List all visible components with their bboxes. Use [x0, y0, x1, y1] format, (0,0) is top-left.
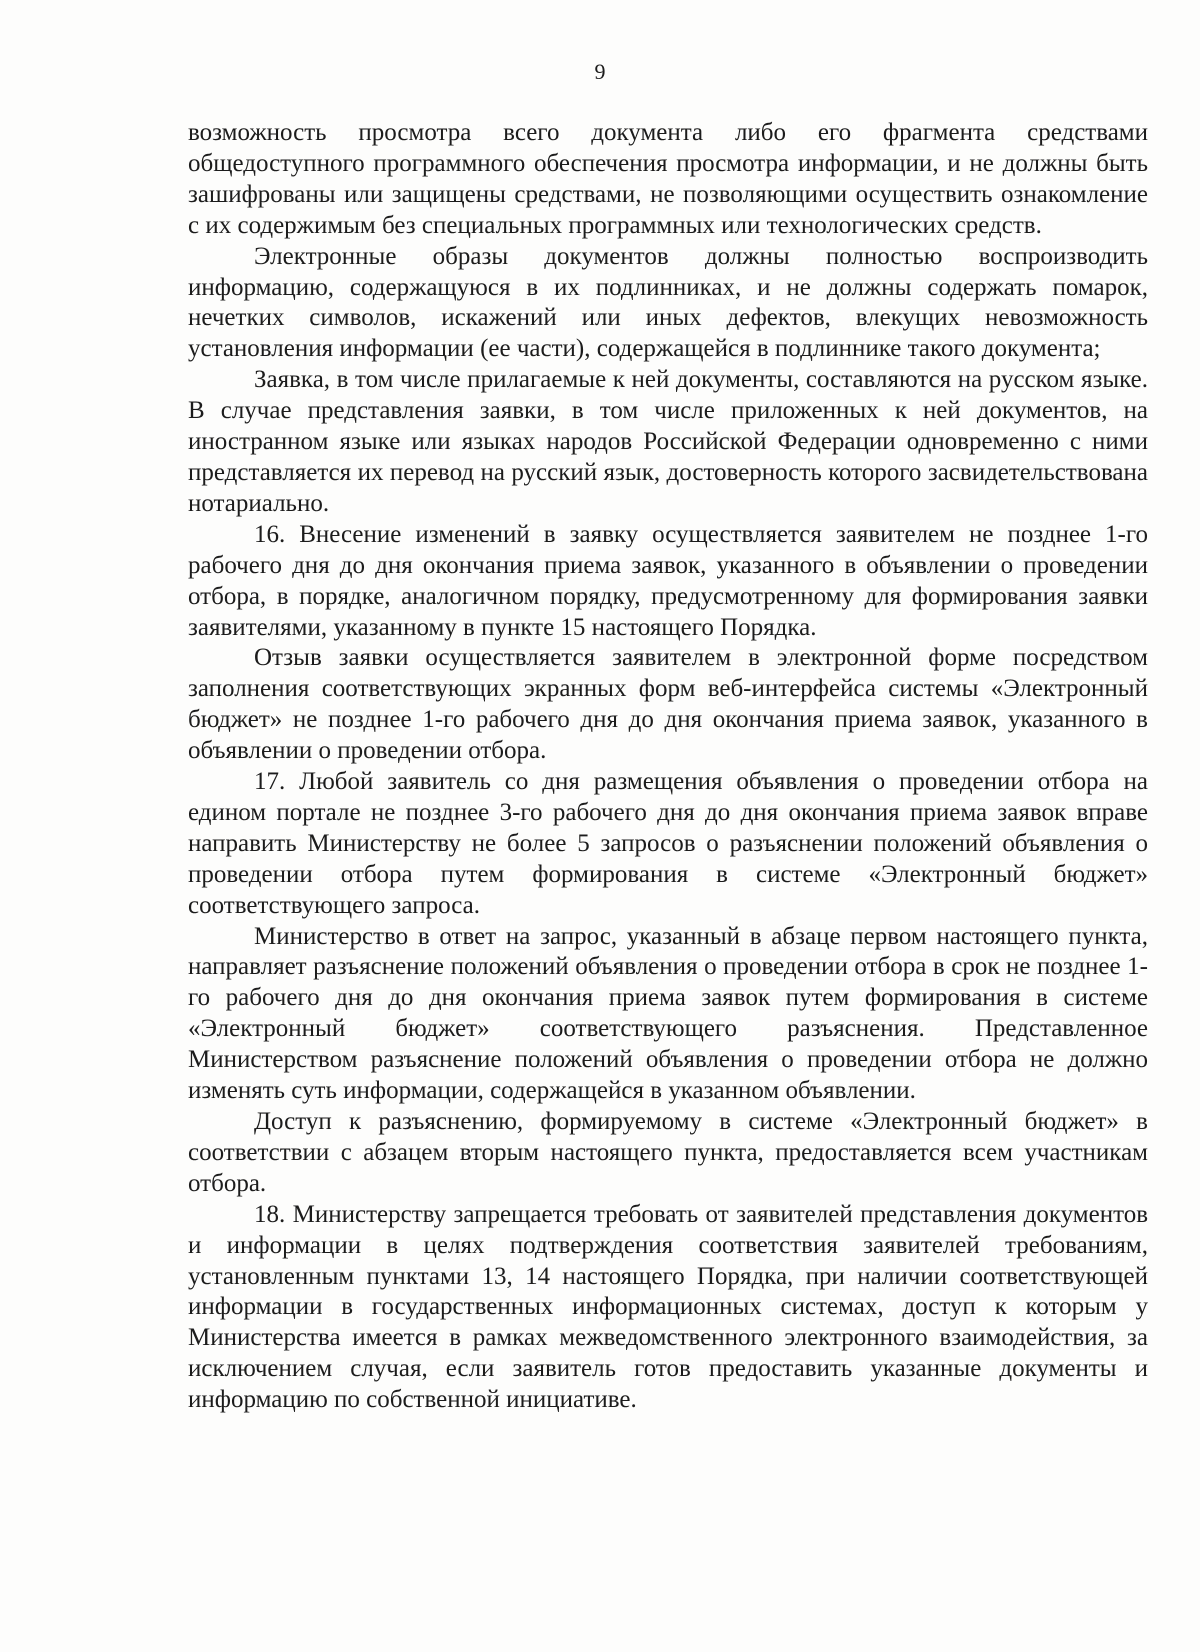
- paragraph-access-clarification: Доступ к разъяснению, формируемому в системе «Электронный бюджет» в соответствии с абзацем вторым настоящего пункта, предоставляется всем участникам отбора.: [188, 1108, 1148, 1197]
- page-number: 9: [594, 59, 606, 84]
- paragraph-item-18: 18. Министерству запрещается требовать от заявителей представления документов и информации в целях подтверждения соответствия заявителей требованиям, установленным пунктами 13, 14 настоящего Порядка, при наличии соответствующей информации в государственных информационных системах, доступ к которым у Министерства имеется в рамках межведомственного электронного взаимодействия, за исключением случая, если заявитель готов предоставить указанные документы и информацию по собственной инициативе.: [188, 1200, 1148, 1414]
- paragraph-item-17: 17. Любой заявитель со дня размещения объявления о проведении отбора на едином портале не позднее 3-го рабочего дня до дня окончания приема заявок вправе направить Министерству не более 5 запросов о разъяснении положений объявления о проведении отбора путем формирования в системе «Электронный бюджет» соответствующего запроса.: [188, 768, 1148, 919]
- paragraph-withdrawal: Отзыв заявки осуществляется заявителем в электронной форме посредством заполнения соответствующих экранных форм веб-интерфейса системы «Электронный бюджет» не позднее 1-го рабочего дня до дня окончания приема заявок, указанного в объявлении о проведении отбора.: [188, 644, 1148, 765]
- paragraph-russian-language: Заявка, в том числе прилагаемые к ней документы, составляются на русском языке. В случае представления заявки, в том числе приложенных к ней документов, на иностранном языке или языках народов Российской Федерации одновременно с ними представляется их перевод на русский язык, достоверность которого засвидетельствована нотариально.: [188, 366, 1148, 517]
- document-body: [188, 118, 1148, 1416]
- paragraph-electronic-images: Электронные образы документов должны полностью воспроизводить информацию, содержащуюся в их подлинниках, и не должны содержать помарок, нечетких символов, искажений или иных дефектов, влекущих невозможность установления информации (ее части), содержащейся в подлиннике такого документа;: [188, 242, 1148, 363]
- paragraph-ministry-response: Министерство в ответ на запрос, указанный в абзаце первом настоящего пункта, направляет разъяснение положений объявления о проведении отбора в срок не позднее 1-го рабочего дня до дня окончания приема заявок путем формирования в системе «Электронный бюджет» соответствующего разъяснения. Представленное Министерством разъяснение положений объявления о проведении отбора не должно изменять суть информации, содержащейся в указанном объявлении.: [188, 922, 1148, 1105]
- paragraph-item-16: 16. Внесение изменений в заявку осуществляется заявителем не позднее 1-го рабочего дня до дня окончания приема заявок, указанного в объявлении о проведении отбора, в порядке, аналогичном порядку, предусмотренному для формирования заявки заявителями, указанному в пункте 15 настоящего Порядка.: [188, 520, 1148, 641]
- paragraph-continuation: возможность просмотра всего документа либо его фрагмента средствами общедоступного программного обеспечения просмотра информации, и не должны быть зашифрованы или защищены средствами, не позволяющими осуществить ознакомление с их содержимым без специальных программных или технологических средств.: [188, 119, 1148, 239]
